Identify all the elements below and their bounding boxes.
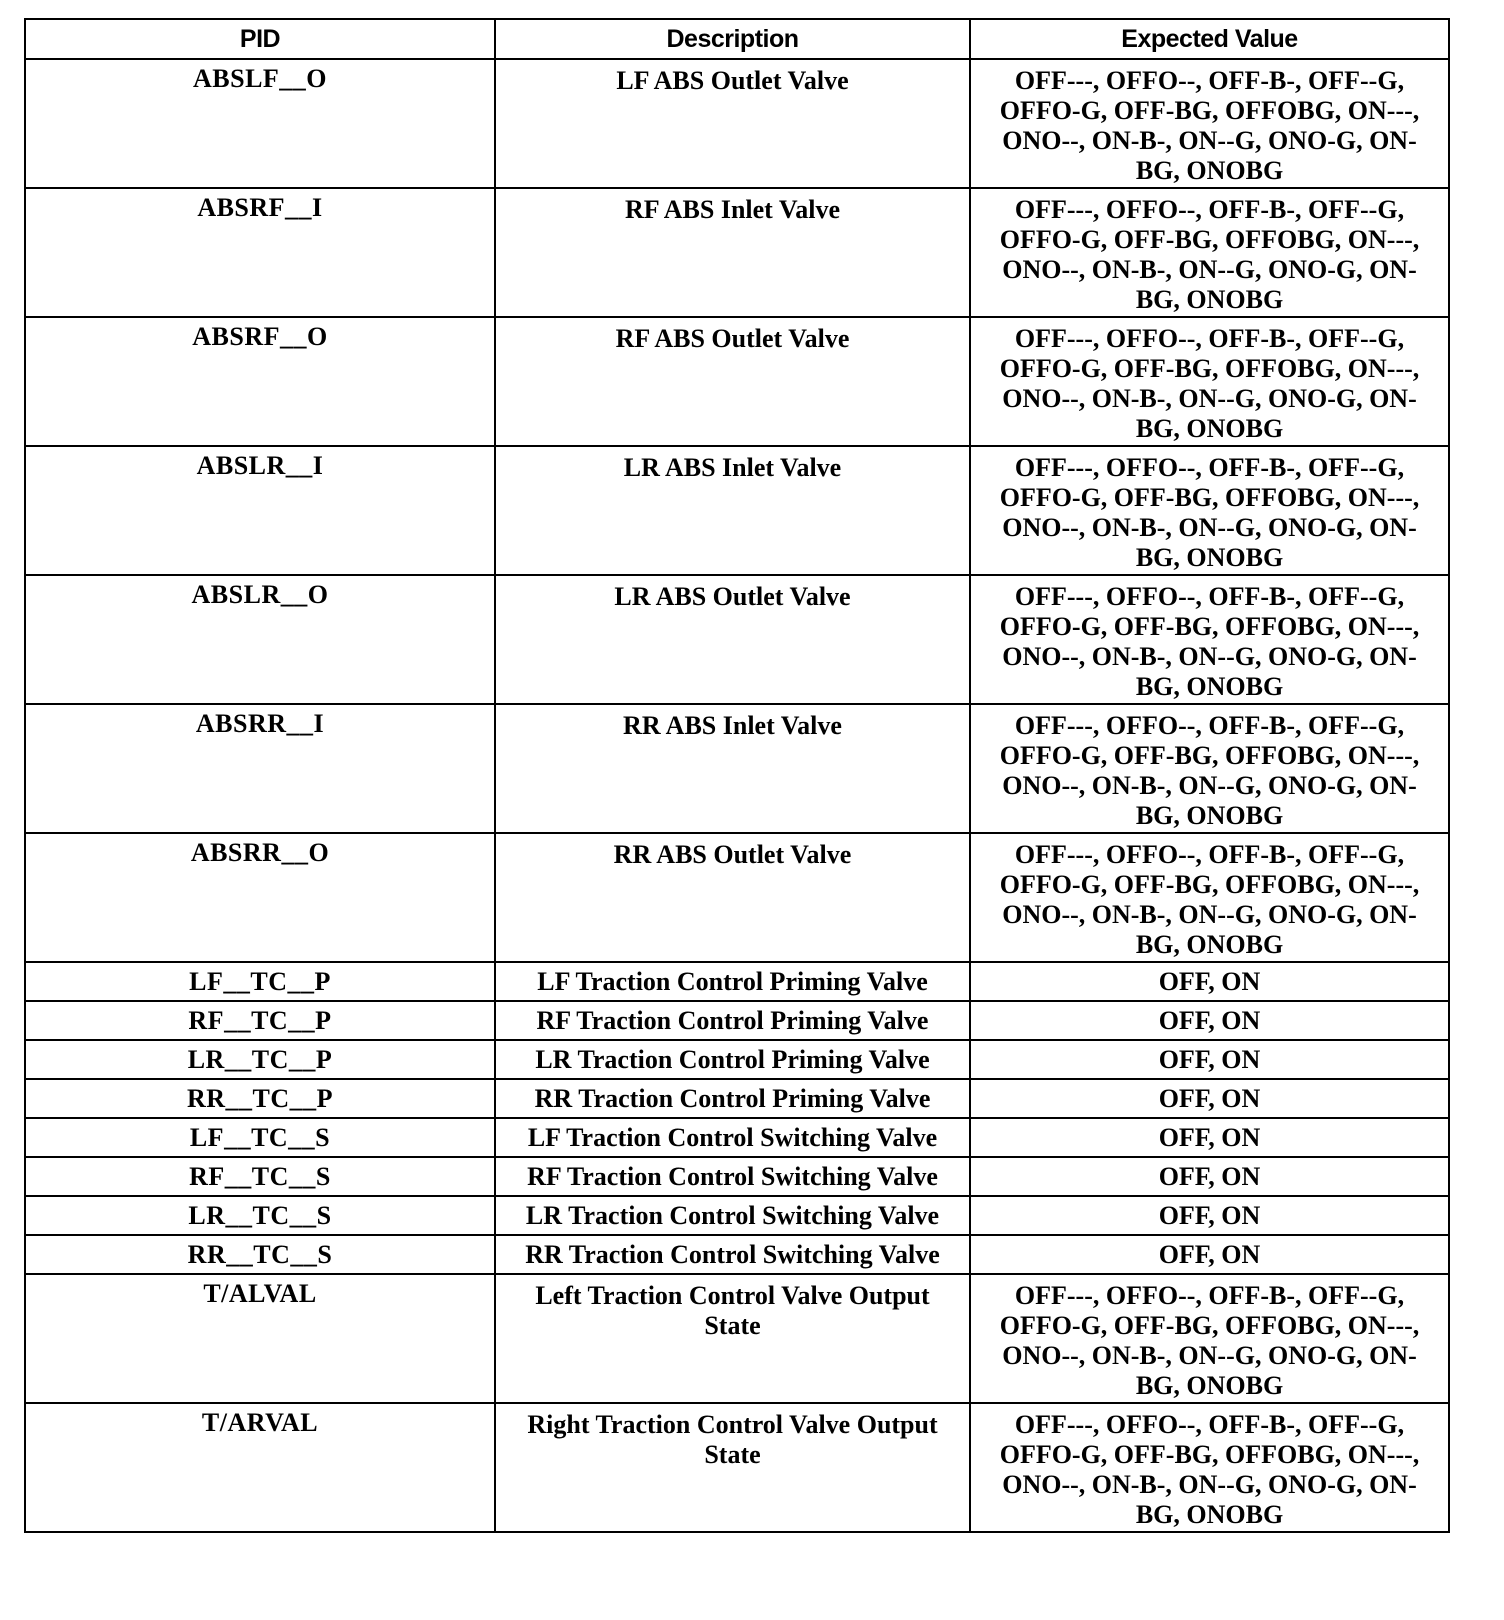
description-value: Left Traction Control Valve Output State — [535, 1281, 930, 1340]
table-row — [25, 1196, 1449, 1235]
expected-value-cell — [970, 1001, 1449, 1040]
description-value: RF ABS Inlet Valve — [624, 195, 841, 224]
pid-value: RF__TC__P — [188, 1005, 332, 1035]
pid-value: RR__TC__S — [187, 1239, 333, 1269]
expected-value: OFF, ON — [1158, 1122, 1261, 1152]
pid-cell — [25, 1196, 495, 1235]
description-value: LF Traction Control Switching Valve — [527, 1122, 938, 1152]
expected-value-cell — [970, 1403, 1449, 1532]
table-row — [25, 1118, 1449, 1157]
description-cell — [495, 1001, 970, 1040]
table-row — [25, 833, 1449, 962]
table-row — [25, 317, 1449, 446]
description-cell — [495, 1274, 970, 1403]
pid-cell — [25, 59, 495, 188]
table-row — [25, 1403, 1449, 1532]
pid-value: T/ALVAL — [203, 1279, 317, 1308]
description-value: LR ABS Outlet Valve — [614, 582, 851, 611]
table-row — [25, 59, 1449, 188]
pid-value: T/ARVAL — [201, 1408, 319, 1437]
pid-value: RF__TC__S — [189, 1161, 331, 1191]
table-row — [25, 1079, 1449, 1118]
table-row — [25, 1157, 1449, 1196]
pid-value: LF__TC__P — [189, 966, 331, 996]
expected-value-cell — [970, 59, 1449, 188]
expected-value-cell — [970, 446, 1449, 575]
expected-value: OFF---, OFFO--, OFF-B-, OFF--G, OFFO-G, OFF-BG, OFFOBG, ON---, ONO--, ON-B-, ON--G, ONO-G, ON-BG, ONOBG — [999, 840, 1420, 959]
pid-cell — [25, 1403, 495, 1532]
description-cell — [495, 317, 970, 446]
pid-value: ABSRR__I — [195, 709, 325, 738]
expected-value-cell — [970, 1040, 1449, 1079]
pid-cell — [25, 1040, 495, 1079]
description-value: LR Traction Control Switching Valve — [525, 1200, 940, 1230]
description-cell — [495, 1079, 970, 1118]
pid-cell — [25, 833, 495, 962]
expected-value-cell — [970, 1157, 1449, 1196]
expected-value: OFF---, OFFO--, OFF-B-, OFF--G, OFFO-G, OFF-BG, OFFOBG, ON---, ONO--, ON-B-, ON--G, ONO-G, ON-BG, ONOBG — [999, 582, 1420, 701]
expected-value: OFF---, OFFO--, OFF-B-, OFF--G, OFFO-G, OFF-BG, OFFOBG, ON---, ONO--, ON-B-, ON--G, ONO-G, ON-BG, ONOBG — [999, 1410, 1420, 1529]
expected-value: OFF---, OFFO--, OFF-B-, OFF--G, OFFO-G, OFF-BG, OFFOBG, ON---, ONO--, ON-B-, ON--G, ONO-G, ON-BG, ONOBG — [999, 453, 1420, 572]
expected-value: OFF---, OFFO--, OFF-B-, OFF--G, OFFO-G, OFF-BG, OFFOBG, ON---, ONO--, ON-B-, ON--G, ONO-G, ON-BG, ONOBG — [999, 66, 1420, 185]
expected-value: OFF, ON — [1158, 1161, 1261, 1191]
expected-value-cell — [970, 575, 1449, 704]
expected-value: OFF---, OFFO--, OFF-B-, OFF--G, OFFO-G, OFF-BG, OFFOBG, ON---, ONO--, ON-B-, ON--G, ONO-G, ON-BG, ONOBG — [999, 1281, 1420, 1400]
description-cell — [495, 575, 970, 704]
expected-value-cell — [970, 317, 1449, 446]
table-header-row — [25, 19, 1449, 59]
description-value: RR Traction Control Switching Valve — [525, 1239, 940, 1269]
pid-value: ABSLF__O — [192, 64, 328, 93]
table-row — [25, 1040, 1449, 1079]
header-pid: PID — [25, 19, 495, 59]
expected-value: OFF, ON — [1158, 1083, 1261, 1113]
expected-value: OFF, ON — [1158, 1044, 1261, 1074]
description-value: LR ABS Inlet Valve — [623, 453, 842, 482]
expected-value: OFF---, OFFO--, OFF-B-, OFF--G, OFFO-G, OFF-BG, OFFOBG, ON---, ONO--, ON-B-, ON--G, ONO-G, ON-BG, ONOBG — [999, 324, 1420, 443]
pid-value: ABSRF__I — [197, 193, 323, 222]
expected-value-cell — [970, 188, 1449, 317]
pid-value: ABSRR__O — [190, 838, 330, 867]
table-row — [25, 962, 1449, 1001]
pid-table — [24, 18, 1450, 1533]
description-value: LR Traction Control Priming Valve — [535, 1044, 930, 1074]
expected-value: OFF, ON — [1158, 1005, 1261, 1035]
pid-cell — [25, 1235, 495, 1274]
description-value: Right Traction Control Valve Output State — [527, 1410, 938, 1469]
pid-cell — [25, 575, 495, 704]
expected-value: OFF---, OFFO--, OFF-B-, OFF--G, OFFO-G, OFF-BG, OFFOBG, ON---, ONO--, ON-B-, ON--G, ONO-G, ON-BG, ONOBG — [999, 195, 1420, 314]
description-cell — [495, 1403, 970, 1532]
description-cell — [495, 1196, 970, 1235]
description-value: RF ABS Outlet Valve — [615, 324, 850, 353]
description-value: RR Traction Control Priming Valve — [534, 1083, 931, 1113]
description-cell — [495, 446, 970, 575]
pid-cell — [25, 1274, 495, 1403]
description-cell — [495, 1157, 970, 1196]
table-row — [25, 1001, 1449, 1040]
description-value: RF Traction Control Switching Valve — [527, 1161, 938, 1191]
expected-value-cell — [970, 962, 1449, 1001]
pid-cell — [25, 704, 495, 833]
pid-value: RR__TC__P — [186, 1083, 334, 1113]
description-cell — [495, 1118, 970, 1157]
description-value: RR ABS Inlet Valve — [623, 711, 842, 740]
expected-value: OFF, ON — [1158, 1239, 1261, 1269]
pid-value: ABSRF__O — [192, 322, 328, 351]
expected-value: OFF, ON — [1158, 1200, 1261, 1230]
table-row — [25, 188, 1449, 317]
description-value: LF Traction Control Priming Valve — [537, 966, 928, 996]
expected-value: OFF, ON — [1158, 966, 1261, 996]
pid-value: ABSLR__I — [196, 451, 324, 480]
expected-value-cell — [970, 1118, 1449, 1157]
description-cell — [495, 1235, 970, 1274]
table-row — [25, 446, 1449, 575]
expected-value-cell — [970, 704, 1449, 833]
pid-cell — [25, 1118, 495, 1157]
description-cell — [495, 833, 970, 962]
pid-cell — [25, 317, 495, 446]
description-cell — [495, 188, 970, 317]
pid-cell — [25, 188, 495, 317]
table-row — [25, 704, 1449, 833]
pid-value: LR__TC__P — [187, 1044, 333, 1074]
pid-value: LR__TC__S — [188, 1200, 332, 1230]
pid-cell — [25, 962, 495, 1001]
description-cell — [495, 1040, 970, 1079]
header-expected-value: Expected Value — [970, 19, 1449, 59]
description-cell — [495, 59, 970, 188]
pid-cell — [25, 1157, 495, 1196]
expected-value-cell — [970, 1079, 1449, 1118]
pid-value: ABSLR__O — [191, 580, 329, 609]
description-cell — [495, 962, 970, 1001]
table-row — [25, 1235, 1449, 1274]
table-row — [25, 1274, 1449, 1403]
description-cell — [495, 704, 970, 833]
expected-value: OFF---, OFFO--, OFF-B-, OFF--G, OFFO-G, OFF-BG, OFFOBG, ON---, ONO--, ON-B-, ON--G, ONO-G, ON-BG, ONOBG — [999, 711, 1420, 830]
pid-cell — [25, 1079, 495, 1118]
header-description: Description — [495, 19, 970, 59]
description-value: RR ABS Outlet Valve — [613, 840, 852, 869]
table-row — [25, 575, 1449, 704]
pid-cell — [25, 446, 495, 575]
pid-table-container — [24, 18, 1448, 1533]
description-value: RF Traction Control Priming Valve — [536, 1005, 929, 1035]
expected-value-cell — [970, 1235, 1449, 1274]
pid-cell — [25, 1001, 495, 1040]
expected-value-cell — [970, 1274, 1449, 1403]
pid-value: LF__TC__S — [189, 1122, 331, 1152]
description-value: LF ABS Outlet Valve — [616, 66, 849, 95]
expected-value-cell — [970, 1196, 1449, 1235]
expected-value-cell — [970, 833, 1449, 962]
